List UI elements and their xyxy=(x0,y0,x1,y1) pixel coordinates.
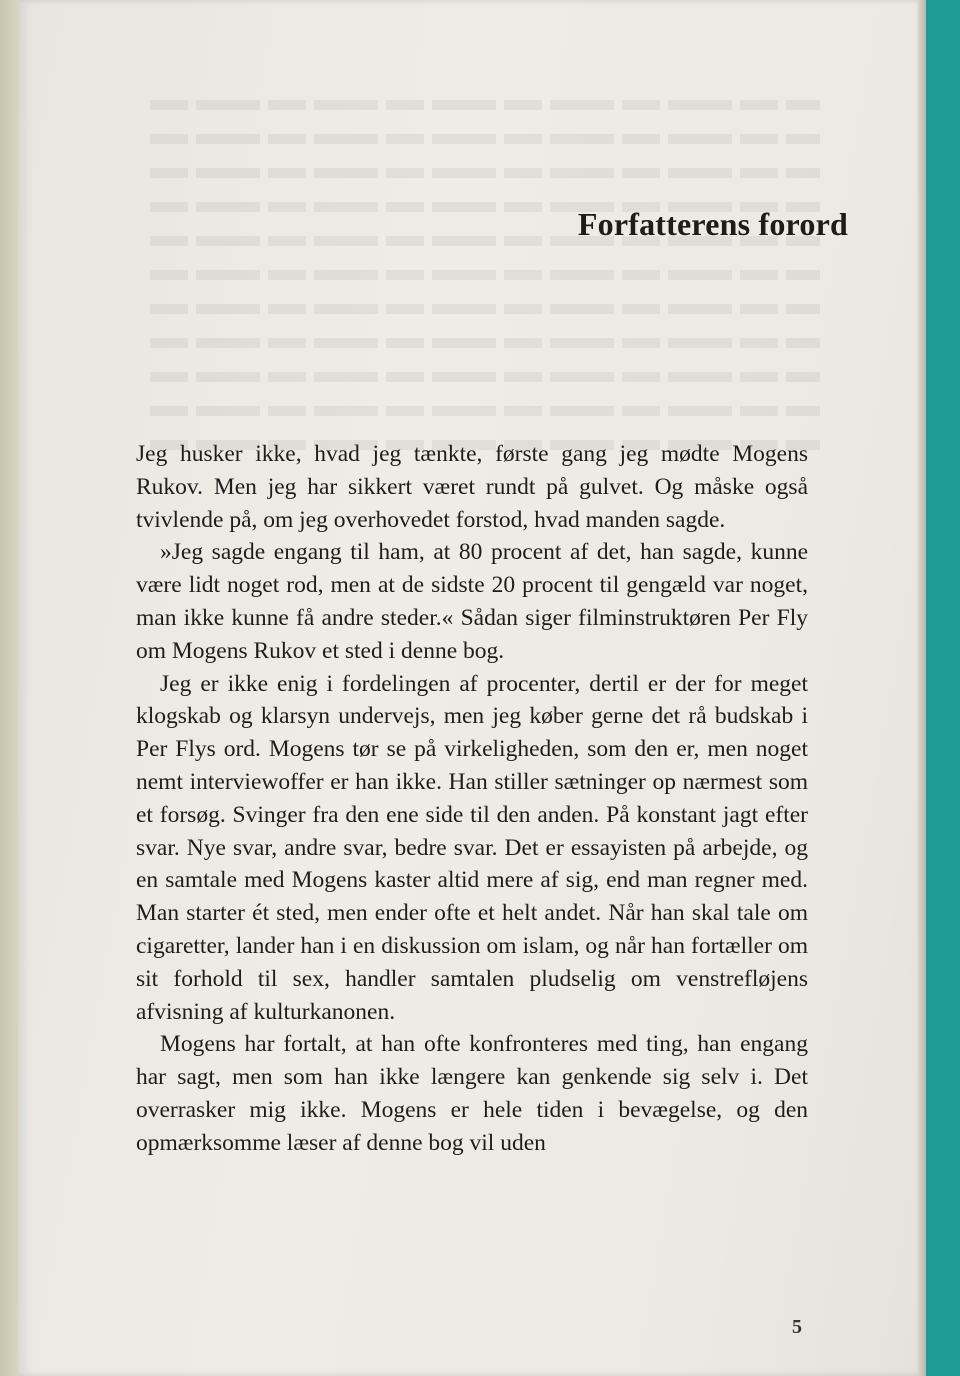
body-text xyxy=(136,438,808,1160)
paragraph: Mogens har fortalt, at han ofte konfronteres med ting, han engang har sagt, men som han ikke længere kan genkende sig selv i. Det overrasker mig ikke. Mogens er hele tiden i bevægelse, og den opmærksomme læser af denne bog vil uden xyxy=(136,1031,808,1156)
paragraph: Jeg er ikke enig i fordelingen af procenter, dertil er der for meget klogskab og klarsyn undervejs, men jeg køber gerne det rå budskab i Per Flys ord. Mogens tør se på virkeligheden, som den er, men noget nemt interviewoffer er han ikke. Han stiller sætninger op nærmest som et forsøg. Svinger fra den ene side til den anden. På konstant jagt efter svar. Nye svar, andre svar, bedre svar. Det er essayisten på arbejde, og en samtale med Mogens kaster altid mere af sig, end man regner med. Man starter ét sted, men ender ofte et helt andet. Når han skal tale om cigaretter, lander han i en diskussion om islam, og når han fortæller om sit forhold til sex, handler samtalen pludselig om venstrefløjens afvisning af kulturkanonen. xyxy=(136,670,808,1025)
page-number: 5 xyxy=(792,1316,802,1338)
page-edge-shadow xyxy=(918,0,926,1376)
paragraph: »Jeg sagde engang til ham, at 80 procent af det, han sagde, kunne være lidt noget rod, men at de sidste 20 procent til gengæld var noget, man ikke kunne få andre steder.« Sådan siger filminstruktøren Per Fly om Mogens Rukov et sted i denne bog. xyxy=(136,539,808,664)
paragraph: Jeg husker ikke, hvad jeg tænkte, første gang jeg mødte Mogens Rukov. Men jeg har sikkert været rundt på gulvet. Og måske også tvivlende på, om jeg overhovedet forstod, hvad manden sagde. xyxy=(136,441,808,533)
chapter-title: Forfatterens forord xyxy=(577,206,848,242)
